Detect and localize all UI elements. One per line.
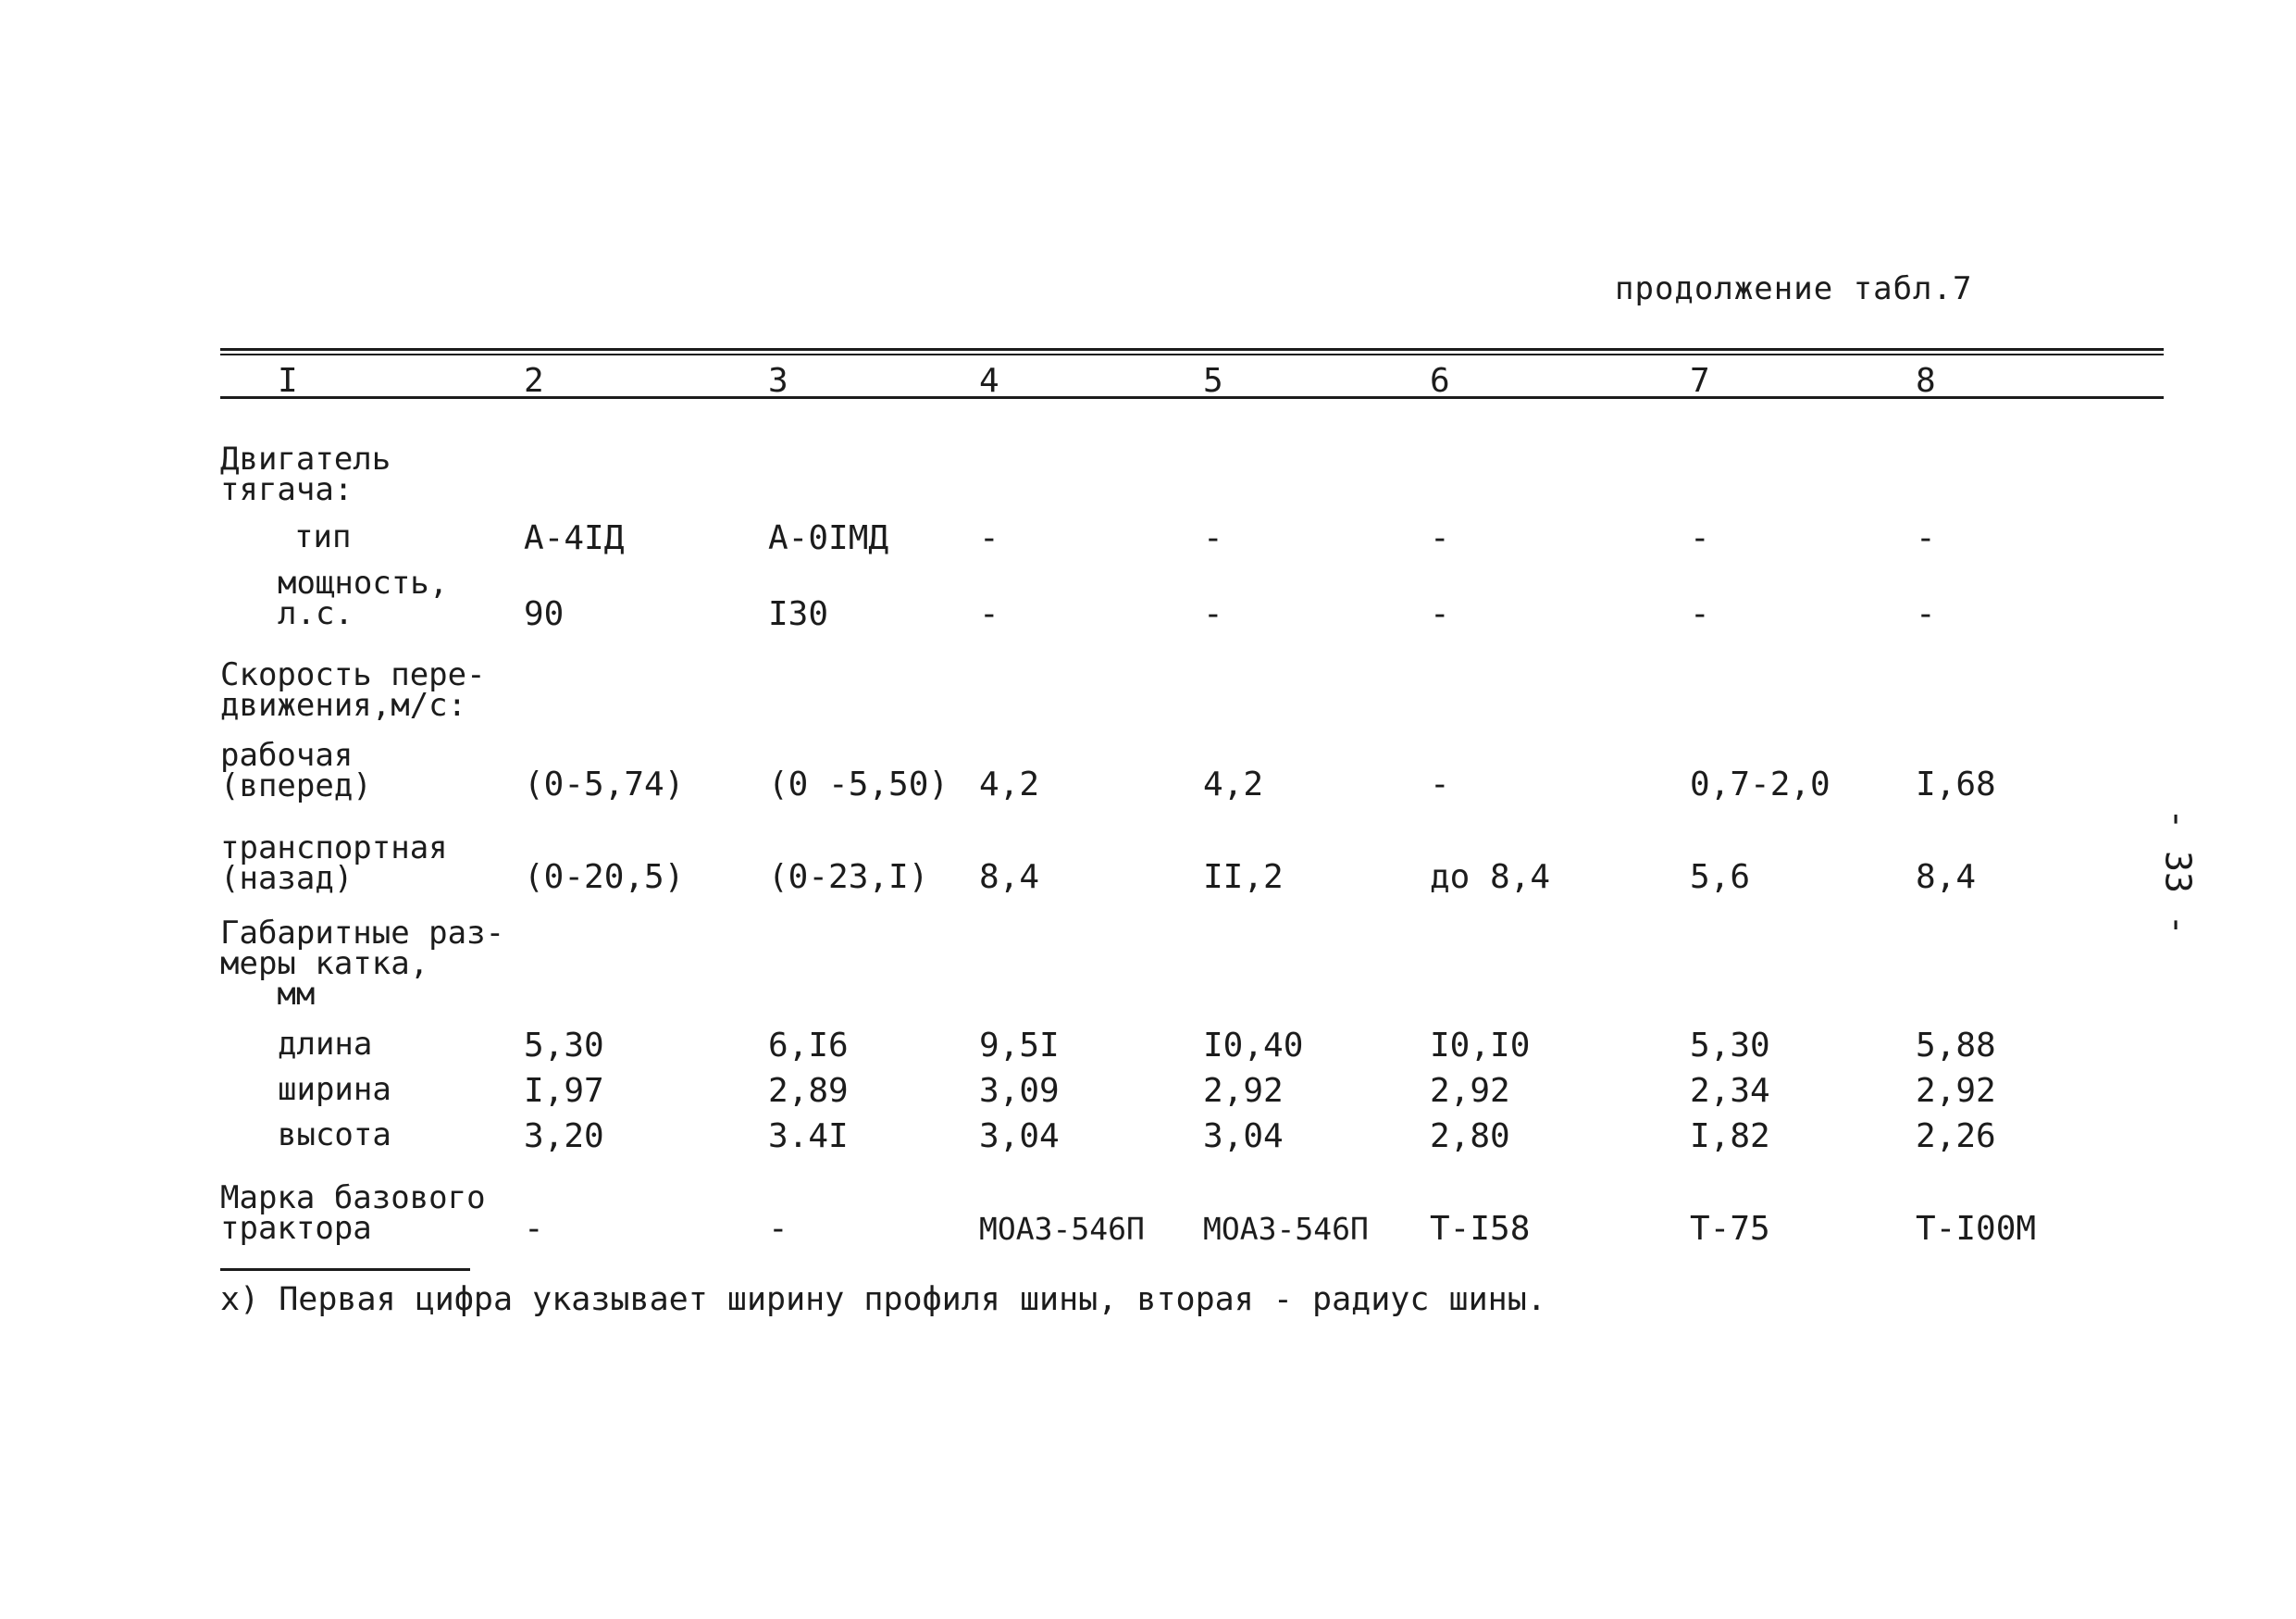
cell: I,82 bbox=[1690, 1117, 1770, 1155]
cell: - bbox=[1430, 519, 1450, 557]
row-label: ширина bbox=[278, 1071, 391, 1108]
column-number: 6 bbox=[1430, 362, 1450, 400]
cell: 3,04 bbox=[979, 1117, 1060, 1155]
cell: - bbox=[1203, 595, 1223, 633]
cell: II,2 bbox=[1203, 858, 1284, 896]
cell: - bbox=[1916, 595, 1936, 633]
cell: 6,I6 bbox=[768, 1027, 849, 1065]
footnote-rule bbox=[220, 1268, 470, 1271]
cell: МОАЗ-546П bbox=[979, 1211, 1145, 1247]
cell: 2,92 bbox=[1916, 1072, 1996, 1110]
cell: 3,09 bbox=[979, 1072, 1060, 1110]
cell: (0-23,I) bbox=[768, 858, 929, 896]
table-top-rule bbox=[220, 348, 2164, 351]
cell: 3,20 bbox=[524, 1117, 604, 1155]
cell: - bbox=[1916, 519, 1936, 557]
row-label: Марка базового трактора bbox=[220, 1179, 486, 1247]
cell: (0-20,5) bbox=[524, 858, 685, 896]
cell: - bbox=[1430, 766, 1450, 803]
cell: А-4IД bbox=[524, 519, 625, 557]
cell: 2,80 bbox=[1430, 1117, 1510, 1155]
cell: 4,2 bbox=[1203, 766, 1264, 803]
cell: - bbox=[524, 1210, 544, 1248]
cell: Т-75 bbox=[1690, 1210, 1770, 1248]
cell: Т-I58 bbox=[1430, 1210, 1531, 1248]
cell: 3,04 bbox=[1203, 1117, 1284, 1155]
table-top-rule-2 bbox=[220, 354, 2164, 355]
cell: I,68 bbox=[1916, 766, 1996, 803]
table-caption: продолжение табл.7 bbox=[1615, 270, 1973, 307]
table-header-rule bbox=[220, 396, 2164, 399]
row-label: транспортная (назад) bbox=[220, 829, 448, 897]
cell: 4,2 bbox=[979, 766, 1040, 803]
cell: 2,89 bbox=[768, 1072, 849, 1110]
column-number: 7 bbox=[1690, 362, 1710, 400]
row-label: высота bbox=[278, 1116, 391, 1153]
column-number: 5 bbox=[1203, 362, 1223, 400]
cell: 90 bbox=[524, 595, 565, 633]
section-label-dimensions: Габаритные раз- меры катка, мм bbox=[220, 915, 505, 1013]
row-label: длина bbox=[278, 1026, 373, 1063]
cell: 2,92 bbox=[1203, 1072, 1284, 1110]
section-label-speed: Скорость пере- движения,м/с: bbox=[220, 656, 486, 724]
cell: А-0IМД bbox=[768, 519, 889, 557]
cell: 8,4 bbox=[1916, 858, 1977, 896]
cell: - bbox=[1430, 595, 1450, 633]
page-number: - 33 - bbox=[2157, 808, 2199, 936]
cell: 8,4 bbox=[979, 858, 1040, 896]
cell: 9,5I bbox=[979, 1027, 1060, 1065]
cell: I30 bbox=[768, 595, 829, 633]
cell: до 8,4 bbox=[1430, 858, 1551, 896]
cell: I0,I0 bbox=[1430, 1027, 1531, 1065]
cell: 5,6 bbox=[1690, 858, 1751, 896]
cell: - bbox=[1690, 595, 1710, 633]
cell: 2,34 bbox=[1690, 1072, 1770, 1110]
cell: - bbox=[1203, 519, 1223, 557]
cell: I0,40 bbox=[1203, 1027, 1304, 1065]
row-label: рабочая (вперед) bbox=[220, 737, 372, 804]
cell: - bbox=[979, 595, 999, 633]
column-number: 2 bbox=[524, 362, 544, 400]
column-number: 8 bbox=[1916, 362, 1936, 400]
cell: 0,7-2,0 bbox=[1690, 766, 1831, 803]
cell: I,97 bbox=[524, 1072, 604, 1110]
column-number: I bbox=[278, 362, 298, 400]
cell: - bbox=[1690, 519, 1710, 557]
row-label: мощность, л.с. bbox=[278, 565, 449, 632]
column-number: 4 bbox=[979, 362, 999, 400]
cell: (0 -5,50) bbox=[768, 766, 949, 803]
cell: Т-I00М bbox=[1916, 1210, 2037, 1248]
cell: 5,30 bbox=[1690, 1027, 1770, 1065]
cell: 5,88 bbox=[1916, 1027, 1996, 1065]
section-label-engine: Двигатель тягача: bbox=[220, 441, 391, 508]
cell: (0-5,74) bbox=[524, 766, 685, 803]
column-number: 3 bbox=[768, 362, 788, 400]
cell: МОАЗ-546П bbox=[1203, 1211, 1369, 1247]
cell: - bbox=[979, 519, 999, 557]
footnote: х) Первая цифра указывает ширину профиля шины, вторая - радиус шины. bbox=[220, 1281, 1546, 1318]
cell: - bbox=[768, 1210, 788, 1248]
cell: 3.4I bbox=[768, 1117, 849, 1155]
cell: 2,26 bbox=[1916, 1117, 1996, 1155]
cell: 5,30 bbox=[524, 1027, 604, 1065]
cell: 2,92 bbox=[1430, 1072, 1510, 1110]
row-label: тип bbox=[294, 518, 352, 555]
